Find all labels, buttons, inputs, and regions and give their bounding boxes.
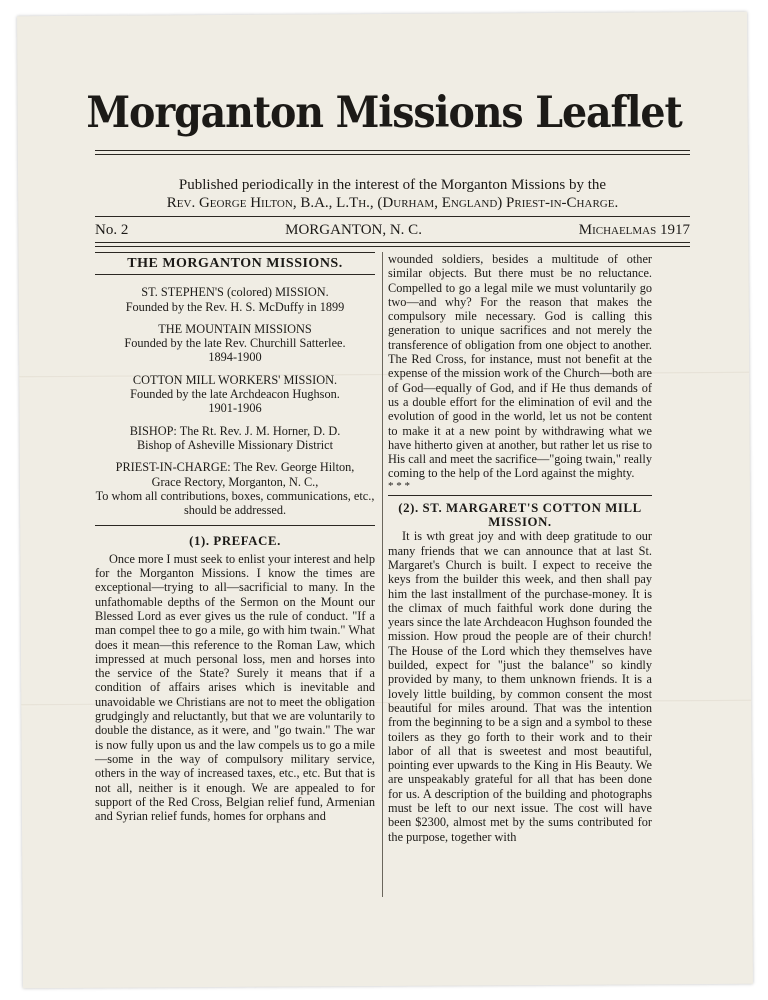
left-column <box>95 252 375 823</box>
entry-line: ST. STEPHEN'S (colored) MISSION. <box>141 285 329 300</box>
st-margarets-text: It is wth great joy and with deep gratitude to our many friends that we can announce that at last St. Margaret's Church is built. I expect to receive the keys from the builder this week, and then shall pay him the last installment of the purchase-money. It is the climax of much faithful work done during the years since the late Archdeacon Hughson founded the mission. How proud the people are of their church! The House of the Lord which they themselves have builded, expect for "just the balance" so kindly provided by many, to them unknown friends. It is a lovely little building, by common consent the most beautiful for miles around. That was the intention from the beginning to be a sign and a symbol to these toilers as they go forth to their work and to their labor of all that is sweetest and most beautiful, pointing ever upwards to the King in His Beauty. We are unspeakably grateful for all that has been done for us. A description of the building and photographs must be left to our next issue. The cost will have been $2300, almost met by the sums contributed for the purpose, together with <box>388 529 652 844</box>
entry-line: 1901-1906 <box>208 401 262 416</box>
preface-heading: (1). PREFACE. <box>189 534 281 549</box>
entry-line: 1894-1900 <box>208 350 262 365</box>
publication-line: Published periodically in the interest of the Morganton Missions by the <box>178 177 607 193</box>
publication-line: Rev. George Hilton, B.A., L.Th., (Durham, England) Priest-in-Charge. <box>166 195 619 211</box>
issue-number: No. 2 <box>95 222 129 238</box>
st-margarets-heading <box>388 501 652 530</box>
place-name: MORGANTON, N. C. <box>285 222 422 238</box>
entry-line: BISHOP: The Rt. Rev. J. M. Horner, D. D. <box>129 423 341 438</box>
masthead-rule <box>95 150 690 151</box>
section-separator-stars: * * * <box>388 479 410 492</box>
mission-entry-cotton-mill <box>95 373 375 416</box>
dateline-rule <box>95 242 690 243</box>
publication-info <box>95 176 690 212</box>
mission-entry-st-stephens <box>95 285 375 314</box>
bishop-entry <box>95 424 375 453</box>
column-divider <box>382 252 383 897</box>
masthead-title: Morganton Missions Leaflet <box>86 88 682 138</box>
dateline-rule <box>95 246 690 247</box>
preface-text: Once more I must seek to enlist your interest and help for the Morganton Missions. I know the times are exceptional—trying to all—sacrificial to many. In the unfathomable depths of the Sermon on the Mount our Blessed Lord as ever gives us the rule of conduct. "If a man compel thee to go a mile, go with him twain." What does it mean—this reference to the Roman Law, which impressed at much personal loss, men and horses into the service of the State? Surely it means that if a condition of affairs arises which is inevitable and unavoidable we Christians are not to meet the obligation grudgingly and reluctantly, but that we are voluntarily to double the distance, as it were, and "go twain." The war is now fully upon us and the law compels us to go a mile—some in the way of compulsory military service, others in the way of increased taxes, etc., etc. But that is not all, neither is it enough. We are appealed to for support of the Red Cross, Belgian relief fund, Armenian and Syrian relief funds, homes for orphans and <box>95 551 375 824</box>
section-rule <box>95 525 375 526</box>
dateline-rule <box>95 216 690 217</box>
entry-line: THE MOUNTAIN MISSIONS <box>158 321 312 336</box>
entry-line: COTTON MILL WORKERS' MISSION. <box>132 372 338 387</box>
issue-season: Michaelmas 1917 <box>578 222 690 238</box>
heading-line: (2). ST. MARGARET'S COTTON MILL <box>398 500 642 515</box>
section-rule <box>388 495 652 496</box>
missions-heading: THE MORGANTON MISSIONS. <box>95 252 375 275</box>
masthead-rule <box>95 154 690 155</box>
preface-text-continued: wounded soldiers, besides a multitude of other similar objects. But there must be no reluctance. Compelled to go a legal mile we must voluntarily go two—and why? For the reason that makes the compulsory mile necessary. God is calling this generation to unique sacrifices and not merely the transference of obligation from one object to another. The Red Cross, for instance, must not benefit at the expense of the mission work of the Church—both are of God—equally of God, and if He thus demands of us a double effort for the elimination of evil and the evolution of good in the world, let us not be content to make it at a new point by withdrawing what we have hitherto given at another, but rather let us rise to His call and meet the sacrifice—"going twain," really coming to the help of the Lord against the mighty. <box>388 252 652 481</box>
heading-line: MISSION. <box>488 515 552 530</box>
mission-entry-mountain <box>95 322 375 365</box>
entry-line: PRIEST-IN-CHARGE: The Rev. George Hilton, <box>115 460 355 475</box>
entry-line: Founded by the Rev. H. S. McDuffy in 1899 <box>125 299 345 314</box>
right-column <box>388 252 652 844</box>
entry-line: Grace Rectory, Morganton, N. C., <box>151 474 319 489</box>
dateline <box>95 222 690 239</box>
entry-line: Founded by the late Archdeacon Hughson. <box>130 387 340 402</box>
entry-line: Bishop of Asheville Missionary District <box>136 437 334 452</box>
entry-line: Founded by the late Rev. Churchill Satterlee. <box>124 336 346 351</box>
priest-entry <box>95 460 375 517</box>
entry-line: To whom all contributions, boxes, communications, etc., should be addressed. <box>95 488 375 518</box>
